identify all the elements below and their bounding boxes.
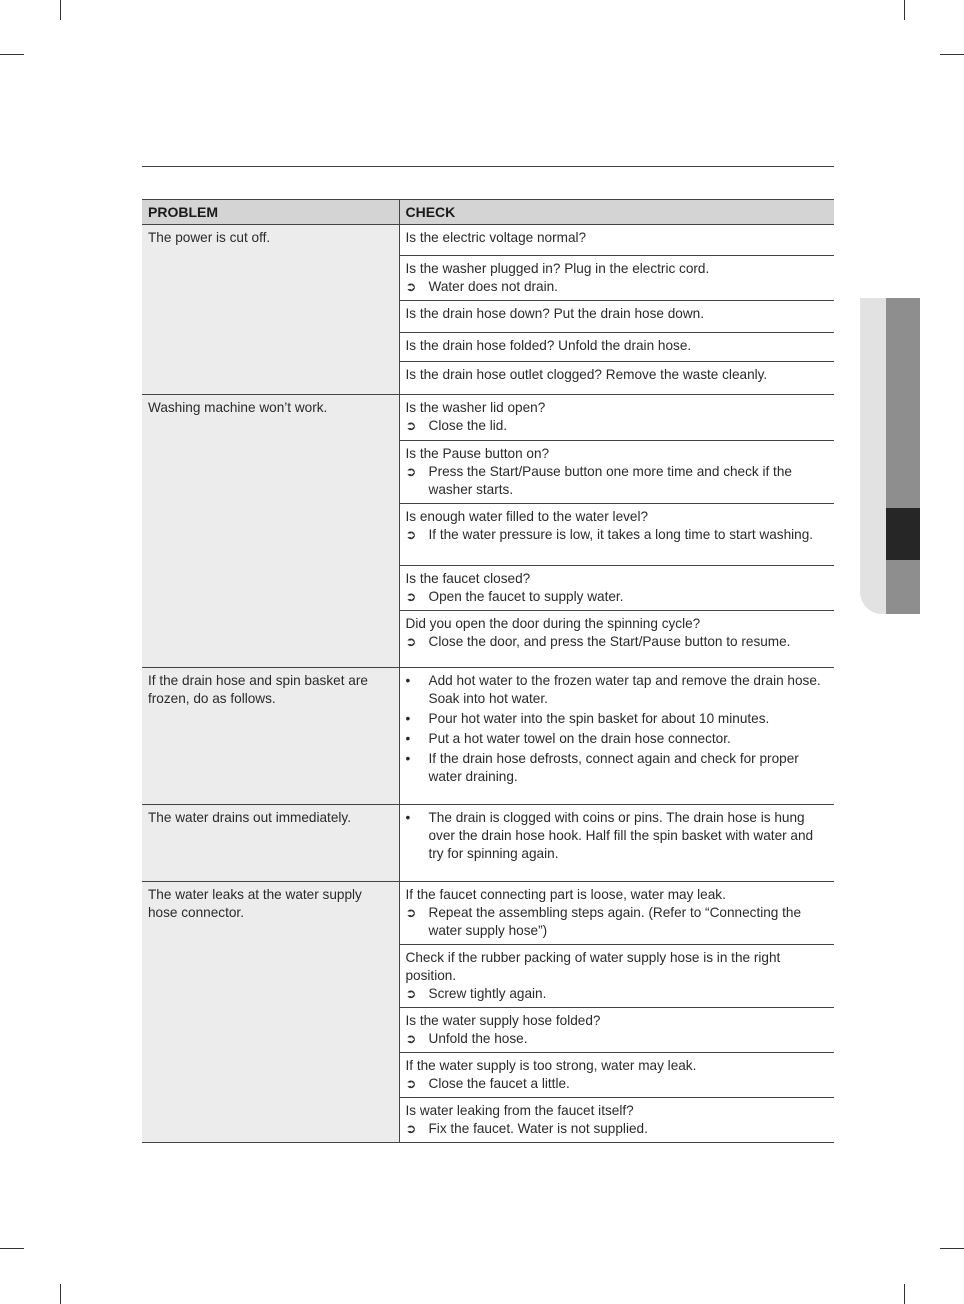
check-action-text: Water does not drain. xyxy=(428,279,558,294)
problem-cell: The water leaks at the water supply hose connector. xyxy=(142,882,399,1143)
check-question: Did you open the door during the spinning cycle? xyxy=(405,616,701,631)
bullet-text: If the drain hose defrosts, connect again and check for proper water draining. xyxy=(428,751,799,784)
crop-mark xyxy=(940,54,964,55)
bullet-list xyxy=(406,809,829,863)
column-header-problem: PROBLEM xyxy=(142,200,399,225)
check-action-text: Close the faucet a little. xyxy=(428,1076,570,1091)
bullet-dot-icon: • xyxy=(405,711,411,726)
crop-mark xyxy=(60,1284,61,1304)
check-question: Is the Pause button on? xyxy=(405,446,550,461)
check-question: Is the drain hose outlet clogged? Remove the waste cleanly. xyxy=(405,367,768,382)
check-action xyxy=(406,1120,829,1138)
crop-mark xyxy=(60,0,61,20)
check-cell xyxy=(399,504,834,566)
arrow-bullet-icon: ➲ xyxy=(405,634,417,649)
troubleshooting-table xyxy=(142,199,834,1143)
crop-mark xyxy=(0,54,24,55)
section-tab xyxy=(860,298,920,614)
check-cell xyxy=(399,1098,834,1143)
check-question: If the faucet connecting part is loose, water may leak. xyxy=(405,887,726,902)
check-action-text: If the water pressure is low, it takes a long time to start washing. xyxy=(428,527,814,542)
table-row xyxy=(142,882,834,945)
bullet-dot-icon: • xyxy=(405,673,411,688)
header-rule xyxy=(142,166,834,167)
check-action-text: Repeat the assembling steps again. (Refer to “Connecting the water supply hose”) xyxy=(428,905,802,938)
check-action xyxy=(406,904,829,940)
section-tab-mid xyxy=(886,298,920,614)
table-row xyxy=(142,395,834,441)
check-question: Check if the rubber packing of water supply hose is in the right position. xyxy=(405,950,781,983)
check-action xyxy=(406,417,829,435)
table-header-row xyxy=(142,200,834,225)
check-cell xyxy=(399,395,834,441)
bullet-item xyxy=(406,750,829,786)
check-action-text: Screw tightly again. xyxy=(428,986,547,1001)
arrow-bullet-icon: ➲ xyxy=(405,279,417,294)
problem-cell: If the drain hose and spin basket are frozen, do as follows. xyxy=(142,668,399,805)
check-cell xyxy=(399,805,834,882)
check-cell xyxy=(399,441,834,504)
check-cell xyxy=(399,668,834,805)
bullet-list xyxy=(406,672,829,786)
check-cell xyxy=(399,566,834,611)
bullet-dot-icon: • xyxy=(405,751,411,766)
check-cell xyxy=(399,225,834,256)
check-action-text: Close the lid. xyxy=(428,418,508,433)
check-action-text: Close the door, and press the Start/Pause button to resume. xyxy=(428,634,791,649)
check-question: Is the drain hose down? Put the drain hose down. xyxy=(405,306,705,321)
check-cell xyxy=(399,945,834,1008)
check-action-text: Fix the faucet. Water is not supplied. xyxy=(428,1121,648,1136)
bullet-item xyxy=(406,710,829,728)
check-action-text: Open the faucet to supply water. xyxy=(428,589,624,604)
check-question: Is the water supply hose folded? xyxy=(405,1013,601,1028)
bullet-dot-icon: • xyxy=(405,731,411,746)
check-cell xyxy=(399,333,834,362)
check-cell xyxy=(399,882,834,945)
crop-mark xyxy=(904,1284,905,1304)
check-action xyxy=(406,463,829,499)
check-action xyxy=(406,633,829,651)
table-row xyxy=(142,668,834,805)
check-action-text: Unfold the hose. xyxy=(428,1031,528,1046)
check-question: Is the drain hose folded? Unfold the drain hose. xyxy=(405,338,692,353)
arrow-bullet-icon: ➲ xyxy=(405,418,417,433)
check-cell xyxy=(399,301,834,333)
check-cell xyxy=(399,362,834,395)
check-question: Is enough water filled to the water level? xyxy=(405,509,649,524)
table-row xyxy=(142,225,834,256)
arrow-bullet-icon: ➲ xyxy=(405,589,417,604)
check-action xyxy=(406,1075,829,1093)
bullet-text: Add hot water to the frozen water tap and remove the drain hose. Soak into hot water. xyxy=(428,673,821,706)
check-cell xyxy=(399,256,834,301)
check-question: Is the washer lid open? xyxy=(405,400,546,415)
check-cell xyxy=(399,1008,834,1053)
check-question: Is water leaking from the faucet itself? xyxy=(405,1103,634,1118)
crop-mark xyxy=(0,1248,24,1249)
check-question: If the water supply is too strong, water may leak. xyxy=(405,1058,697,1073)
bullet-text: The drain is clogged with coins or pins. The drain hose is hung over the drain hose hook. Half fill the spin basket with water and try for spinning again. xyxy=(428,810,814,861)
check-action xyxy=(406,985,829,1003)
bullet-item xyxy=(406,809,829,863)
arrow-bullet-icon: ➲ xyxy=(405,1121,417,1136)
arrow-bullet-icon: ➲ xyxy=(405,1076,417,1091)
problem-cell: The power is cut off. xyxy=(142,225,399,395)
arrow-bullet-icon: ➲ xyxy=(405,905,417,920)
table-row xyxy=(142,805,834,882)
arrow-bullet-icon: ➲ xyxy=(405,986,417,1001)
check-question: Is the electric voltage normal? xyxy=(405,230,587,245)
bullet-dot-icon: • xyxy=(405,810,411,825)
check-action xyxy=(406,526,829,544)
check-cell xyxy=(399,1053,834,1098)
check-action xyxy=(406,278,829,296)
check-cell xyxy=(399,611,834,668)
bullet-item xyxy=(406,730,829,748)
check-action xyxy=(406,1030,829,1048)
check-question: Is the faucet closed? xyxy=(405,571,531,586)
check-action xyxy=(406,588,829,606)
arrow-bullet-icon: ➲ xyxy=(405,1031,417,1046)
crop-mark xyxy=(940,1248,964,1249)
problem-cell: Washing machine won’t work. xyxy=(142,395,399,668)
column-header-check: CHECK xyxy=(399,200,834,225)
arrow-bullet-icon: ➲ xyxy=(405,464,417,479)
bullet-item xyxy=(406,672,829,708)
bullet-text: Put a hot water towel on the drain hose connector. xyxy=(428,731,731,746)
check-action-text: Press the Start/Pause button one more time and check if the washer starts. xyxy=(428,464,792,497)
crop-mark xyxy=(904,0,905,20)
arrow-bullet-icon: ➲ xyxy=(405,527,417,542)
bullet-text: Pour hot water into the spin basket for about 10 minutes. xyxy=(428,711,770,726)
check-question: Is the washer plugged in? Plug in the electric cord. xyxy=(405,261,710,276)
section-tab-active-marker xyxy=(886,508,920,560)
problem-cell: The water drains out immediately. xyxy=(142,805,399,882)
